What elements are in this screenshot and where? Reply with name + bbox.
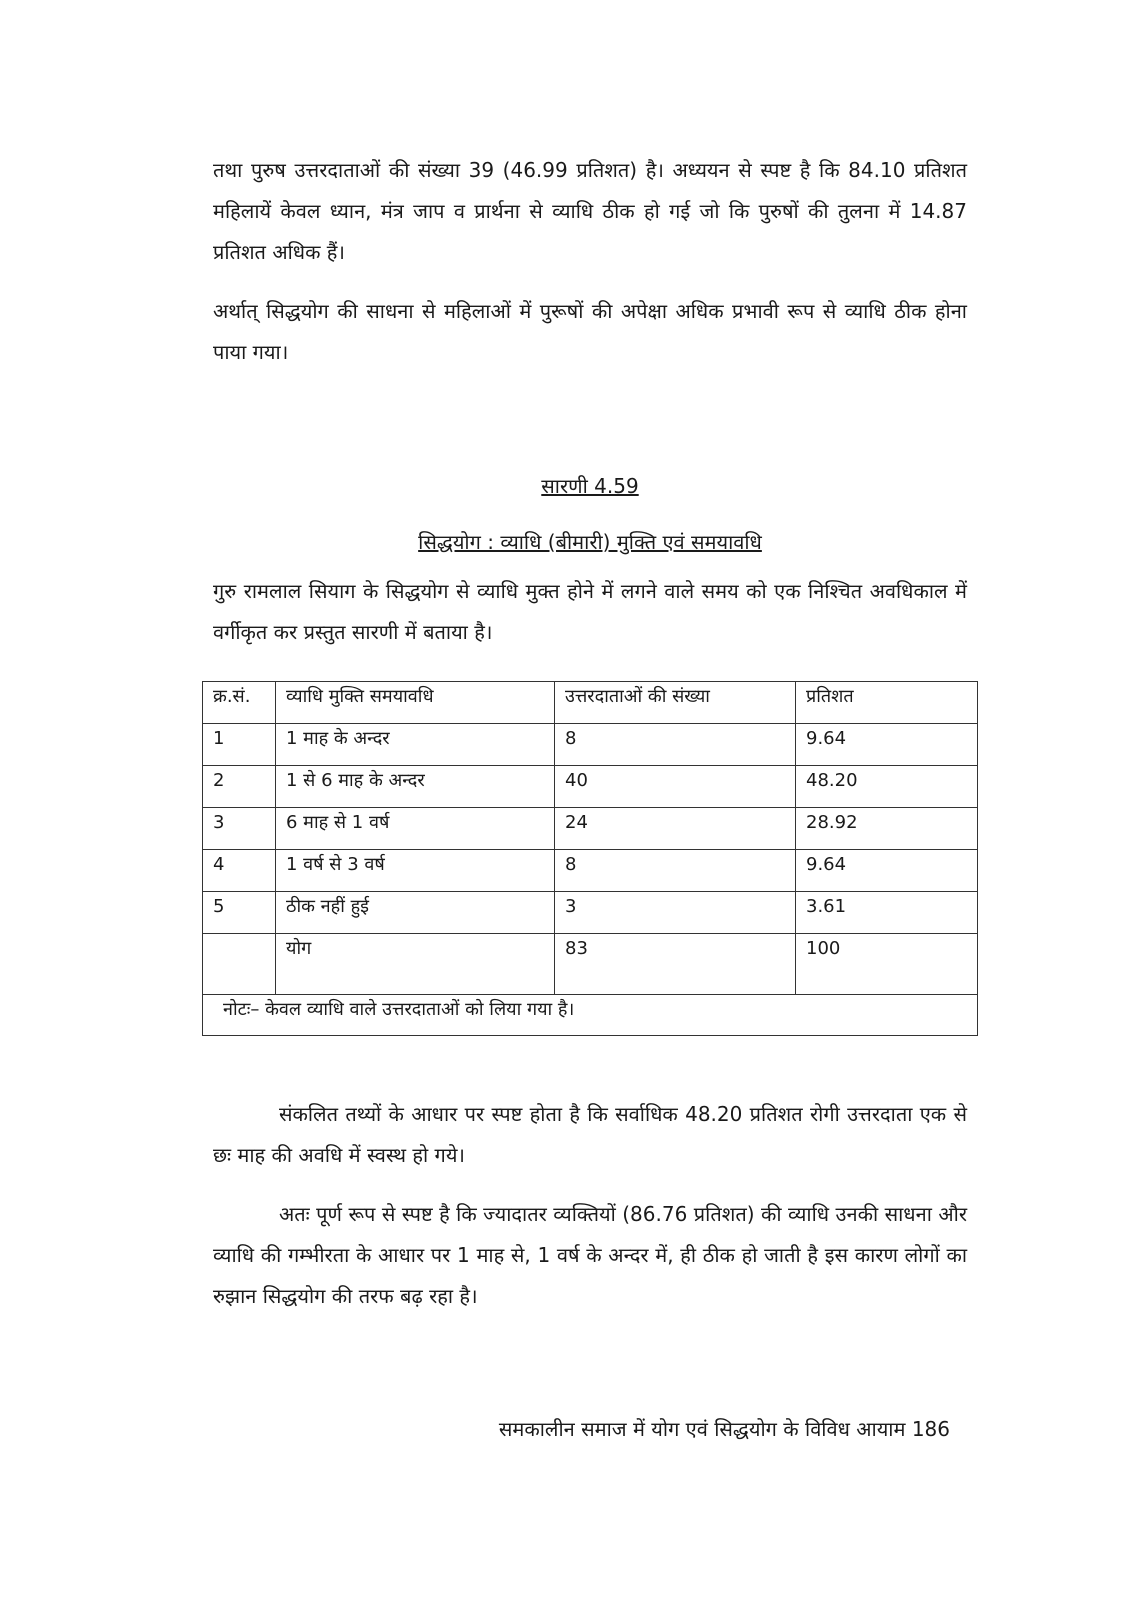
cell-respondents: 8	[555, 850, 796, 892]
table-row	[203, 766, 978, 808]
conclusion-paragraph-2: अतः पूर्ण रूप से स्पष्ट है कि ज्यादातर व्यक्तियों (86.76 प्रतिशत) की व्याधि उनकी साधना और व्याधि की गम्भीरता के आधार पर 1 माह से, 1 वर्ष के अन्दर में, ही ठीक हो जाती है इस कारण लोगों का रुझान सिद्धयोग की तरफ बढ़ रहा है।	[213, 1202, 967, 1308]
cell-serial: 2	[203, 766, 276, 808]
intro-paragraph-2: अर्थात् सिद्धयोग की साधना से महिलाओं में पुरूषों की अपेक्षा अधिक प्रभावी रूप से व्याधि ठीक होना पाया गया।	[213, 299, 967, 364]
table-title: सिद्धयोग : व्याधि (बीमारी) मुक्ति एवं समयावधि	[418, 530, 762, 554]
table-note: नोटः– केवल व्याधि वाले उत्तरदाताओं को लिया गया है।	[203, 995, 978, 1036]
cell-duration: 1 से 6 माह के अन्दर	[276, 766, 555, 808]
cell-percent: 28.92	[796, 808, 978, 850]
intro-paragraph-1: तथा पुरुष उत्तरदाताओं की संख्या 39 (46.99 प्रतिशत) है। अध्ययन से स्पष्ट है कि 84.10 प्रतिशत महिलायें केवल ध्यान, मंत्र जाप व प्रार्थना से व्याधि ठीक हो गई जो कि पुरुषों की तुलना में 14.87 प्रतिशत अधिक हैं।	[213, 158, 967, 264]
cell-percent: 48.20	[796, 766, 978, 808]
data-table	[202, 681, 978, 1036]
cell-duration: 6 माह से 1 वर्ष	[276, 808, 555, 850]
cell-serial: 5	[203, 892, 276, 934]
cell-respondents: 24	[555, 808, 796, 850]
cell-total-label: योग	[276, 934, 555, 995]
cell-serial: 3	[203, 808, 276, 850]
header-duration: व्याधि मुक्ति समयावधि	[276, 682, 555, 724]
header-percent: प्रतिशत	[796, 682, 978, 724]
cell-percent: 9.64	[796, 724, 978, 766]
cell-serial: 1	[203, 724, 276, 766]
cell-serial	[203, 934, 276, 995]
cell-duration: 1 माह के अन्दर	[276, 724, 555, 766]
conclusion-paragraph-1: संकलित तथ्यों के आधार पर स्पष्ट होता है कि सर्वाधिक 48.20 प्रतिशत रोगी उत्तरदाता एक से छः माह की अवधि में स्वस्थ हो गये।	[213, 1102, 967, 1167]
table-row	[203, 850, 978, 892]
table-header-row	[203, 682, 978, 724]
header-respondents: उत्तरदाताओं की संख्या	[555, 682, 796, 724]
cell-percent: 3.61	[796, 892, 978, 934]
table-number: सारणी 4.59	[541, 474, 639, 498]
table-row	[203, 808, 978, 850]
table-note-row	[203, 995, 978, 1036]
cell-total-respondents: 83	[555, 934, 796, 995]
cell-duration: 1 वर्ष से 3 वर्ष	[276, 850, 555, 892]
table-intro-paragraph: गुरु रामलाल सियाग के सिद्धयोग से व्याधि मुक्त होने में लगने वाले समय को एक निश्चित अवधिकाल में वर्गीकृत कर प्रस्तुत सारणी में बताया है।	[213, 579, 967, 644]
cell-percent: 9.64	[796, 850, 978, 892]
footer-book-title: समकालीन समाज में योग एवं सिद्धयोग के विविध आयाम	[498, 1417, 906, 1441]
page-footer	[499, 1414, 950, 1444]
cell-duration: ठीक नहीं हुई	[276, 892, 555, 934]
table-total-row	[203, 934, 978, 995]
page-content	[213, 150, 967, 1335]
table-row	[203, 892, 978, 934]
header-serial: क्र.सं.	[203, 682, 276, 724]
cell-respondents: 40	[555, 766, 796, 808]
table-row	[203, 724, 978, 766]
conclusion-section	[213, 1094, 967, 1317]
footer-page-number: 186	[911, 1417, 950, 1441]
cell-respondents: 3	[555, 892, 796, 934]
cell-total-percent: 100	[796, 934, 978, 995]
cell-respondents: 8	[555, 724, 796, 766]
cell-serial: 4	[203, 850, 276, 892]
